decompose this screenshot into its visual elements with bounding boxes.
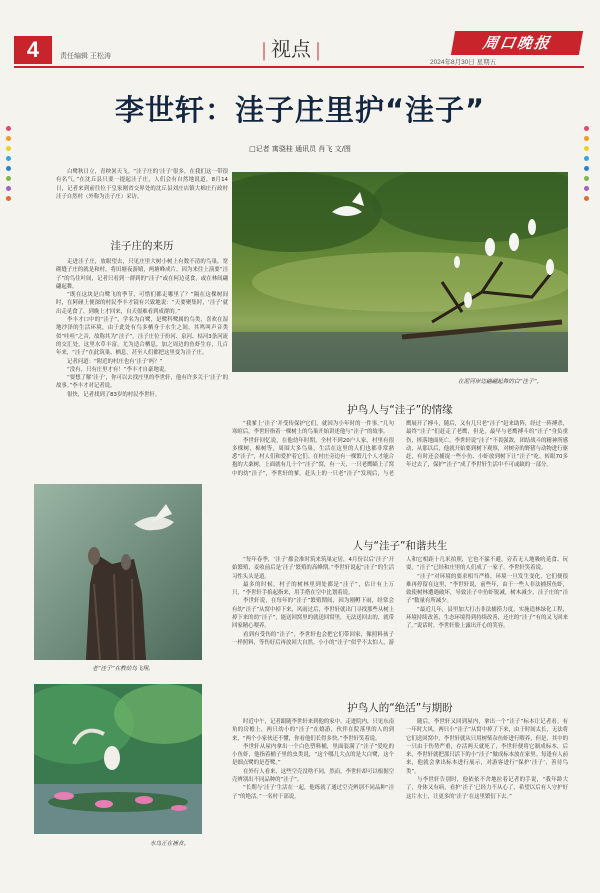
paragraph: 在外行人看来，这些空壳没啥不同，然而，李世轩却可以根据空壳辨别出不同品种的“洼子”。 [232,768,394,784]
section-bar-right: | [316,39,321,61]
lotus-pond-photo [34,684,202,834]
decorative-dots-right [584,126,594,206]
section-heading-skill: 护鸟人的“绝活”与期盼 [347,702,453,714]
decorative-dot [584,196,589,201]
date-line: 2024年8月30日 星期五 [430,59,497,66]
paragraph: “每年春季，‘洼子’都会准时筑来筑巢定居，4月份以后‘洼子’开始繁殖，麦收前后是‘洼子’繁殖的高峰期。”李世轩说起“洼子”的生活习性头头是道。 [232,557,394,580]
section-heading-bond: 护鸟人与“洼子”的情缘 [347,404,453,416]
paragraph: 最多的时候，村子的树林里到处都是“洼子”，估计有上万只，“李世轩手掐起指来，用手搭在空中比划着说。 [232,581,394,597]
header-rule [14,66,584,68]
section-body-origin [56,258,228,472]
paragraph: 随后，李世轩又回到屋内，拿出一个“洼子”标本让记者看。有一年时大风，两只小“洼子”从窝中掉了下来，由于时间太长，无法将它们送回窝中，李世轩就从只用树柴杂鱼虾进行喂养，但是，其中的一只由于伤势严重，存活两天就死了，李世轩便将它制成标本，后来，李世轩就把那只活下的小“洼子”做成标本放在家里。每逢有人前来，他就会拿出标本进行展示，对游客进行“保护‘洼子’，善待鸟类”。 [406,719,568,775]
section-name: 视点 [271,39,312,61]
section-bar-left: | [262,39,267,61]
parent-bird-image [34,484,202,660]
paragraph: “既在这块是白鹭飞的季节，可惜们都走哪里了？”隔在这棵树间时，在阿碰上便深的村民李丰才镜有兴致地说：“天要聚集时，‘洼子’就出走觅食了，到晚上才回来，自天很难看到成群的。” [56,292,228,315]
paragraph: 很快，记者找到了83岁的村民李世轩。 [67,391,161,398]
newspaper-logo: 周口晚报 [451,31,583,55]
section-heading-origin: 洼子庄的来历 [110,240,174,252]
decorative-dot [584,166,589,171]
paragraph: “洼子”对环境的要求相当严格，环境一旦发生变化，它们便很难再停留在这里，“李世轩说，前些年，由于一些人非法捕捞鱼虾，致使树林遭遇破坏，导致洼子中鱼虾锐减，树木减少，洼子庄的“洼子”数量有所减少。 [406,573,568,605]
section-heading-harmony: 人与“洼子”和谐共生 [352,540,448,552]
paragraph: 李丰才口中的“洼子”，学名为白鹭，是鹭科鹭属的鸟类，喜欢在湿地沙泽的生活环境，由于此处有鸟多栖身于水生之间，其鸣叫声音类似“哇哇”之音，故称其为“洼子”。洼子庄位于扮河、泉河、枯河3条河流的交汇处，这里水草丰富，尤为适合栖息，加之周边的鱼虾生存，几百年来，“洼子”在此筑巢、栖息，甚至人们都把这里变为洼子庄。 [56,317,228,357]
egret-river-image [232,172,568,372]
paragraph: 李世轩说，在每年的“洼子”繁殖期间，因为刚孵下雨，经常会有幼“洼子”从窝中掉下来，风雨过后，李世轩就出门寻找那些从树上掉下来的幼“洼子”，能送回窝里的就送回窝里，无法送回去的，就带回家精心喂养。 [232,598,394,630]
section-body-harmony [232,556,568,690]
decorative-dot [6,156,11,161]
intro-paragraph: 白鹭秋日立，青秧暑天飞。“洼子庄的‘洼子’很多，在我们这一带很有名气。”在沈丘县只要一提起洼子庄，人们会有自然地说道。8月14日，记者来到前往位于皇家刚省交界处的沈丘县刘庄店镇大棉庄行政村洼子自然村（外称为洼子庄）采访。 [56,169,228,200]
paragraph: 李世轩从屋内拿出一个白色塑料桶，里面装满了“洼子”爱吃的小鱼虾，他指着桶子里的虫类说，“这个哪儿大点的是大白鹭，这个是细点鹭的是苍鹭。” [232,743,394,767]
editor-line: 责任编辑 王松涛 [60,53,111,60]
paragraph: 看到有受伤的“洼子”，李世轩也会把它们带回家，像照料孩子一样照料，等伤好后再放回大自然。小小的“洼子”似乎不太怕人，游人和它相距十几米拍照，它也不躲不避，旁若无人地吸吮觅食、玩耍。“洼子”已经和庄里的人们成了一家子。李世轩笑着说。 [232,557,568,646]
paragraph: 李世轩回忆说，在他幼年时期，全村不到20户人家，村里有很多棵树，棉树等，周围大多鸟巢，生活在这里的人们也都非常熟悉“洼子”，村人们和爱护着它们。在村庄旁边有一棵繁几个人才能合抱的大桑树，上面就有几十个“洼子”窝，有一天，一只老鹰瞄上了窝中的幼“洼子”，李世轩的爹，赶头上的一只老“洼子”发现后，与老鹰展开了搏斗，随后，又有几只老“洼子”赶来助阵，经过一阵搏杀，最终“洼子”们赶走了老鹰，但是，最早与老鹰搏斗的“洼子”身负重伤，摔落地面死亡。李世轩说“洼子”不畏强敌，团结战斗的精神所感动，从那以后，他就开始要到树下观察，对树旁的野猪与动物进行驱赶，有时还会捕捉一些小鱼、小虾放到树下让“洼子”吃。转眼70多年过去了，保护“洼子”成了李世轩生活中不可或缺的一部分。 [232,421,568,477]
lotus-pond-image [34,684,202,834]
paragraph: 走进洼子庄，放眼望去，只见庄里大树小树上有数不清的鸟巢，宽砌缝子庄的就是和村，将田塘夜游嬉，两塘峰成片。因为来往上演要“洼子”的鸟住叶间，记者只看到一群到的“洼子”或在何边觅食，或在林间翩翩起舞。 [56,259,228,290]
photo-caption-3: 水鸟正在捕食。 [150,841,190,847]
decorative-dots-left [6,126,16,206]
paragraph: 记者问道：“附近的村庄也有‘洼子’吗？” [67,358,163,365]
page-number: 4 [14,36,52,64]
paragraph: “没有，只有庄里才有！”李丰才自豪地说。 [67,366,170,373]
decorative-dot [6,176,11,181]
decorative-dot [584,186,589,191]
photo-caption-1: 在泥河岸边翩翩起舞的白“洼子”。 [458,379,543,385]
paragraph: 与李世轩告别时，他依依不舍地拉着记者的手说，“我年龄大了，身体又有病，看护‘洼子’已经力不从心了，希望以后有人守护好这片水土，让更多的‘洼子’在这里繁衍下去。” [406,777,568,800]
article-byline: □记者 寓骁桂 通讯员 肖飞 文/图 [249,145,351,153]
decorative-dot [6,186,11,191]
decorative-dot [584,156,589,161]
paragraph: “要想了解‘洼子’，你可以去找庄里的李世轩，他有许多关于‘洼子’的故事。”李丰才对记者说。 [56,375,228,390]
paragraph: “长期与‘洼子’生活在一起，他练就了通过空壳辨别不同品种“洼子”的绝活。”一名村干部说。 [232,785,394,800]
parent-teaching-photo [34,484,202,660]
paragraph: 时近中午，记者跟随李世轩来到他的家中。走进院内，只见东南角的房檐上，两只幼小的“洼子”在嬉游，伙伴在院落里的人的到来，“两个小家伙还不懂，你看他们长得多快。”李世轩笑着说。 [232,719,394,742]
photo-caption-2: 老“洼子”在教幼鸟飞翔。 [92,666,154,672]
decorative-dot [584,176,589,181]
intro-text [56,168,228,228]
paragraph: “我爹上‘洼子’并受传保护它们，就因为小年时的一件事。”几句寒暄后，李世轩指着一棵树上的鸟巢开始讲述他与“洼子”的故事。 [232,421,394,436]
decorative-dot [6,136,11,141]
decorative-dot [6,196,11,201]
egret-river-photo [232,172,568,372]
section-tag [262,33,320,62]
section-body-skill [232,718,568,878]
article-headline: 李世轩：洼子庄里护“洼子” [114,93,486,127]
paragraph: “最近几年，县里加大打击非法捕捞力度，实施造林绿化工程，环境持续改善，生态环境得到持续改善，还庄的“洼子”有的又飞回来了。”说话时，李世轩脸上露出开心的笑容。 [406,606,568,630]
decorative-dot [584,136,589,141]
decorative-dot [6,166,11,171]
section-body-bond [232,420,568,528]
